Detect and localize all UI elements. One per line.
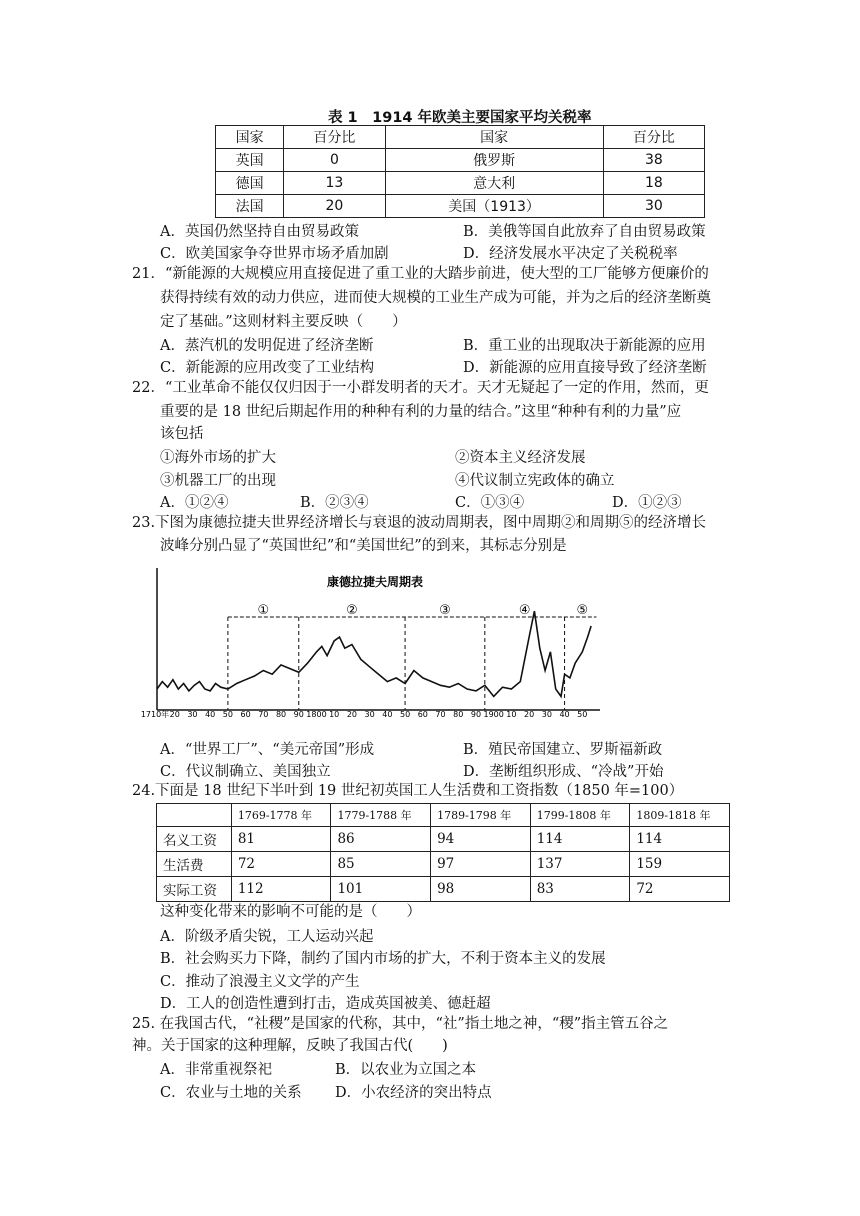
table-cell: 法国: [216, 195, 284, 218]
table1-caption: 表 1 1914 年欧美主要国家平均关税率: [328, 110, 592, 126]
q24-stem-line1: 24.下面是 18 世纪下半叶到 19 世纪初英国工人生活费和工资指数（1850 年=100）: [132, 783, 684, 799]
q21-option-d: D．新能源的应用直接导致了经济垄断: [463, 360, 707, 376]
q22-stem-line2: 重要的是 18 世纪后期起作用的种种有利的力量的结合。”这里“种种有利的力量”应: [160, 404, 682, 420]
tick-label: 10: [329, 710, 340, 719]
tick-label: 30: [364, 710, 375, 719]
table-cell: 94: [431, 827, 531, 852]
table-cell: 137: [530, 852, 630, 877]
period-label: ①: [257, 603, 270, 618]
tick-label: 60: [417, 710, 428, 719]
q22-option-a: A．①②④: [160, 495, 229, 511]
tick-label: 20: [169, 710, 180, 719]
q25-stem-line1: 25. 在我国古代，“社稷”是国家的代称，其中，“社”指土地之神，“稷”指主管五谷之: [132, 1016, 669, 1032]
tick-label: 50: [399, 710, 411, 719]
tick-label: 70: [258, 710, 269, 719]
q23-stem-line1: 23.下图为康德拉捷夫世界经济增长与衰退的波动周期表，图中周期②和周期⑤的经济增长: [132, 515, 707, 531]
q22-stem-line3: 该包括: [160, 426, 204, 442]
table-cell: 20: [284, 195, 385, 218]
table-cell: 实际工资: [157, 877, 232, 902]
table-row: [157, 827, 730, 852]
q25-option-d: D．小农经济的突出特点: [335, 1085, 492, 1101]
table-row: [216, 195, 705, 218]
table-cell: 美国（1913）: [385, 195, 603, 218]
period-label: ④: [518, 603, 531, 618]
table-cell: 112: [231, 877, 331, 902]
period-label: ③: [439, 603, 451, 618]
chart-title: 康德拉捷夫周期表: [326, 575, 424, 589]
series-line: [157, 611, 591, 696]
q21-stem-line2: 获得持续有效的动力供应，进而使大规模的工业生产成为可能，并为之后的经济垄断奠: [160, 290, 711, 306]
q20-option-c: C．欧美国家争夺世界市场矛盾加剧: [160, 246, 389, 262]
q23-option-c: C．代议制确立、美国独立: [160, 764, 331, 780]
tariff-table: [215, 125, 705, 218]
q20-option-d: D．经济发展水平决定了关税税率: [463, 246, 678, 262]
table-header: 国家: [385, 126, 603, 149]
q25-option-c: C．农业与土地的关系: [160, 1085, 302, 1101]
tick-label: 90: [470, 710, 482, 719]
tick-label: 60: [240, 710, 251, 719]
q20-option-b: B．美俄等国自此放弃了自由贸易政策: [463, 224, 706, 240]
tick-label: 30: [541, 710, 552, 719]
tick-label: 40: [205, 710, 216, 719]
table-header: 国家: [216, 126, 284, 149]
q25-option-b: B．以农业为立国之本: [335, 1062, 477, 1078]
table-cell: 13: [284, 172, 385, 195]
table-cell: 159: [630, 852, 730, 877]
table-cell: 101: [331, 877, 431, 902]
table-cell: 72: [630, 877, 730, 902]
tick-label: 40: [559, 710, 570, 719]
table-cell: 30: [603, 195, 704, 218]
table-cell: 98: [431, 877, 531, 902]
table-cell: 0: [284, 149, 385, 172]
wage-table: [156, 803, 730, 902]
table-header: [157, 804, 232, 827]
tick-label: 70: [435, 710, 446, 719]
tick-label: 80: [275, 710, 287, 719]
q22-item-1: ①海外市场的扩大: [160, 450, 276, 466]
table-cell: 114: [630, 827, 730, 852]
q21-stem-line1: 21．“新能源的大规模应用直接促进了重工业的大踏步前进，使大型的工厂能够方便廉价的: [132, 266, 709, 282]
q24-option-a: A．阶级矛盾尖锐，工人运动兴起: [160, 929, 374, 945]
table-header: 1769-1778 年: [231, 804, 331, 827]
q20-option-a: A．英国仍然坚持自由贸易政策: [160, 224, 359, 240]
table-cell: 81: [231, 827, 331, 852]
q22-option-d: D．①②③: [612, 495, 682, 511]
q22-item-4: ④代议制立宪政体的确立: [455, 473, 615, 489]
table-row: [216, 172, 705, 195]
q22-item-3: ③机器工厂的出现: [160, 473, 276, 489]
q22-option-b: B．②③④: [300, 495, 369, 511]
q25-stem-line2: 神。关于国家的这种理解，反映了我国古代( ): [132, 1038, 448, 1054]
kondratiev-chart: [130, 560, 610, 725]
tick-label: 40: [382, 710, 393, 719]
tick-label: 30: [187, 710, 198, 719]
q23-option-d: D．垄断组织形成、“冷战”开始: [463, 764, 664, 780]
table-header: 1789-1798 年: [431, 804, 531, 827]
table-cell: 114: [530, 827, 630, 852]
tick-label: 20: [346, 710, 358, 719]
q22-option-c: C．①③④: [455, 495, 525, 511]
q24-option-d: D．工人的创造性遭到打击，造成英国被美、德赶超: [160, 996, 491, 1012]
period-label: ②: [346, 603, 358, 618]
table-cell: 18: [603, 172, 704, 195]
tick-label: 1900: [483, 710, 504, 719]
tick-label: 50: [577, 710, 588, 719]
table-cell: 86: [331, 827, 431, 852]
table-cell: 83: [530, 877, 630, 902]
q24-option-b: B．社会购买力下降，制约了国内市场的扩大，不利于资本主义的发展: [160, 951, 606, 967]
q24-option-c: C．推动了浪漫主义文学的产生: [160, 974, 360, 990]
table-cell: 97: [431, 852, 531, 877]
q21-stem-line3: 定了基础。”这则材料主要反映（ ）: [160, 314, 407, 330]
tick-label: 10: [506, 710, 517, 719]
q21-option-c: C．新能源的应用改变了工业结构: [160, 360, 375, 376]
table-row: [216, 149, 705, 172]
table-cell: 英国: [216, 149, 284, 172]
table-row: [157, 877, 730, 902]
table-header: 1779-1788 年: [331, 804, 431, 827]
tick-label: 80: [453, 710, 464, 719]
q23-stem-line2: 波峰分别凸显了“英国世纪”和“美国世纪”的到来，其标志分别是: [160, 538, 567, 554]
table-header: 百分比: [284, 126, 385, 149]
table-cell: 意大利: [385, 172, 603, 195]
q22-item-2: ②资本主义经济发展: [455, 450, 586, 466]
table-header: 百分比: [603, 126, 704, 149]
table-cell: 名义工资: [157, 827, 232, 852]
tick-label: 1800: [306, 710, 327, 719]
table-header: 1809-1818 年: [630, 804, 730, 827]
tick-label: 1710年: [140, 710, 170, 719]
q25-option-a: A．非常重视祭祀: [160, 1062, 272, 1078]
table-cell: 德国: [216, 172, 284, 195]
tick-label: 50: [222, 710, 233, 719]
period-label: ⑤: [576, 603, 589, 618]
q23-option-a: A．“世界工厂”、“美元帝国”形成: [160, 742, 375, 758]
tick-label: 90: [293, 710, 304, 719]
table-cell: 72: [231, 852, 331, 877]
table-cell: 85: [331, 852, 431, 877]
table-cell: 38: [603, 149, 704, 172]
q21-option-a: A．蒸汽机的发明促进了经济垄断: [160, 338, 374, 354]
table-header: 1799-1808 年: [530, 804, 630, 827]
q24-question: 这种变化带来的影响不可能的是（ ）: [160, 904, 421, 920]
tick-label: 20: [524, 710, 535, 719]
table-row: [157, 852, 730, 877]
q21-option-b: B．重工业的出现取决于新能源的应用: [463, 338, 706, 354]
q23-option-b: B．殖民帝国建立、罗斯福新政: [463, 742, 663, 758]
table-cell: 生活费: [157, 852, 232, 877]
q22-stem-line1: 22．“工业革命不能仅仅归因于一小群发明者的天才。天才无疑起了一定的作用，然而，更: [132, 380, 709, 396]
table-cell: 俄罗斯: [385, 149, 603, 172]
